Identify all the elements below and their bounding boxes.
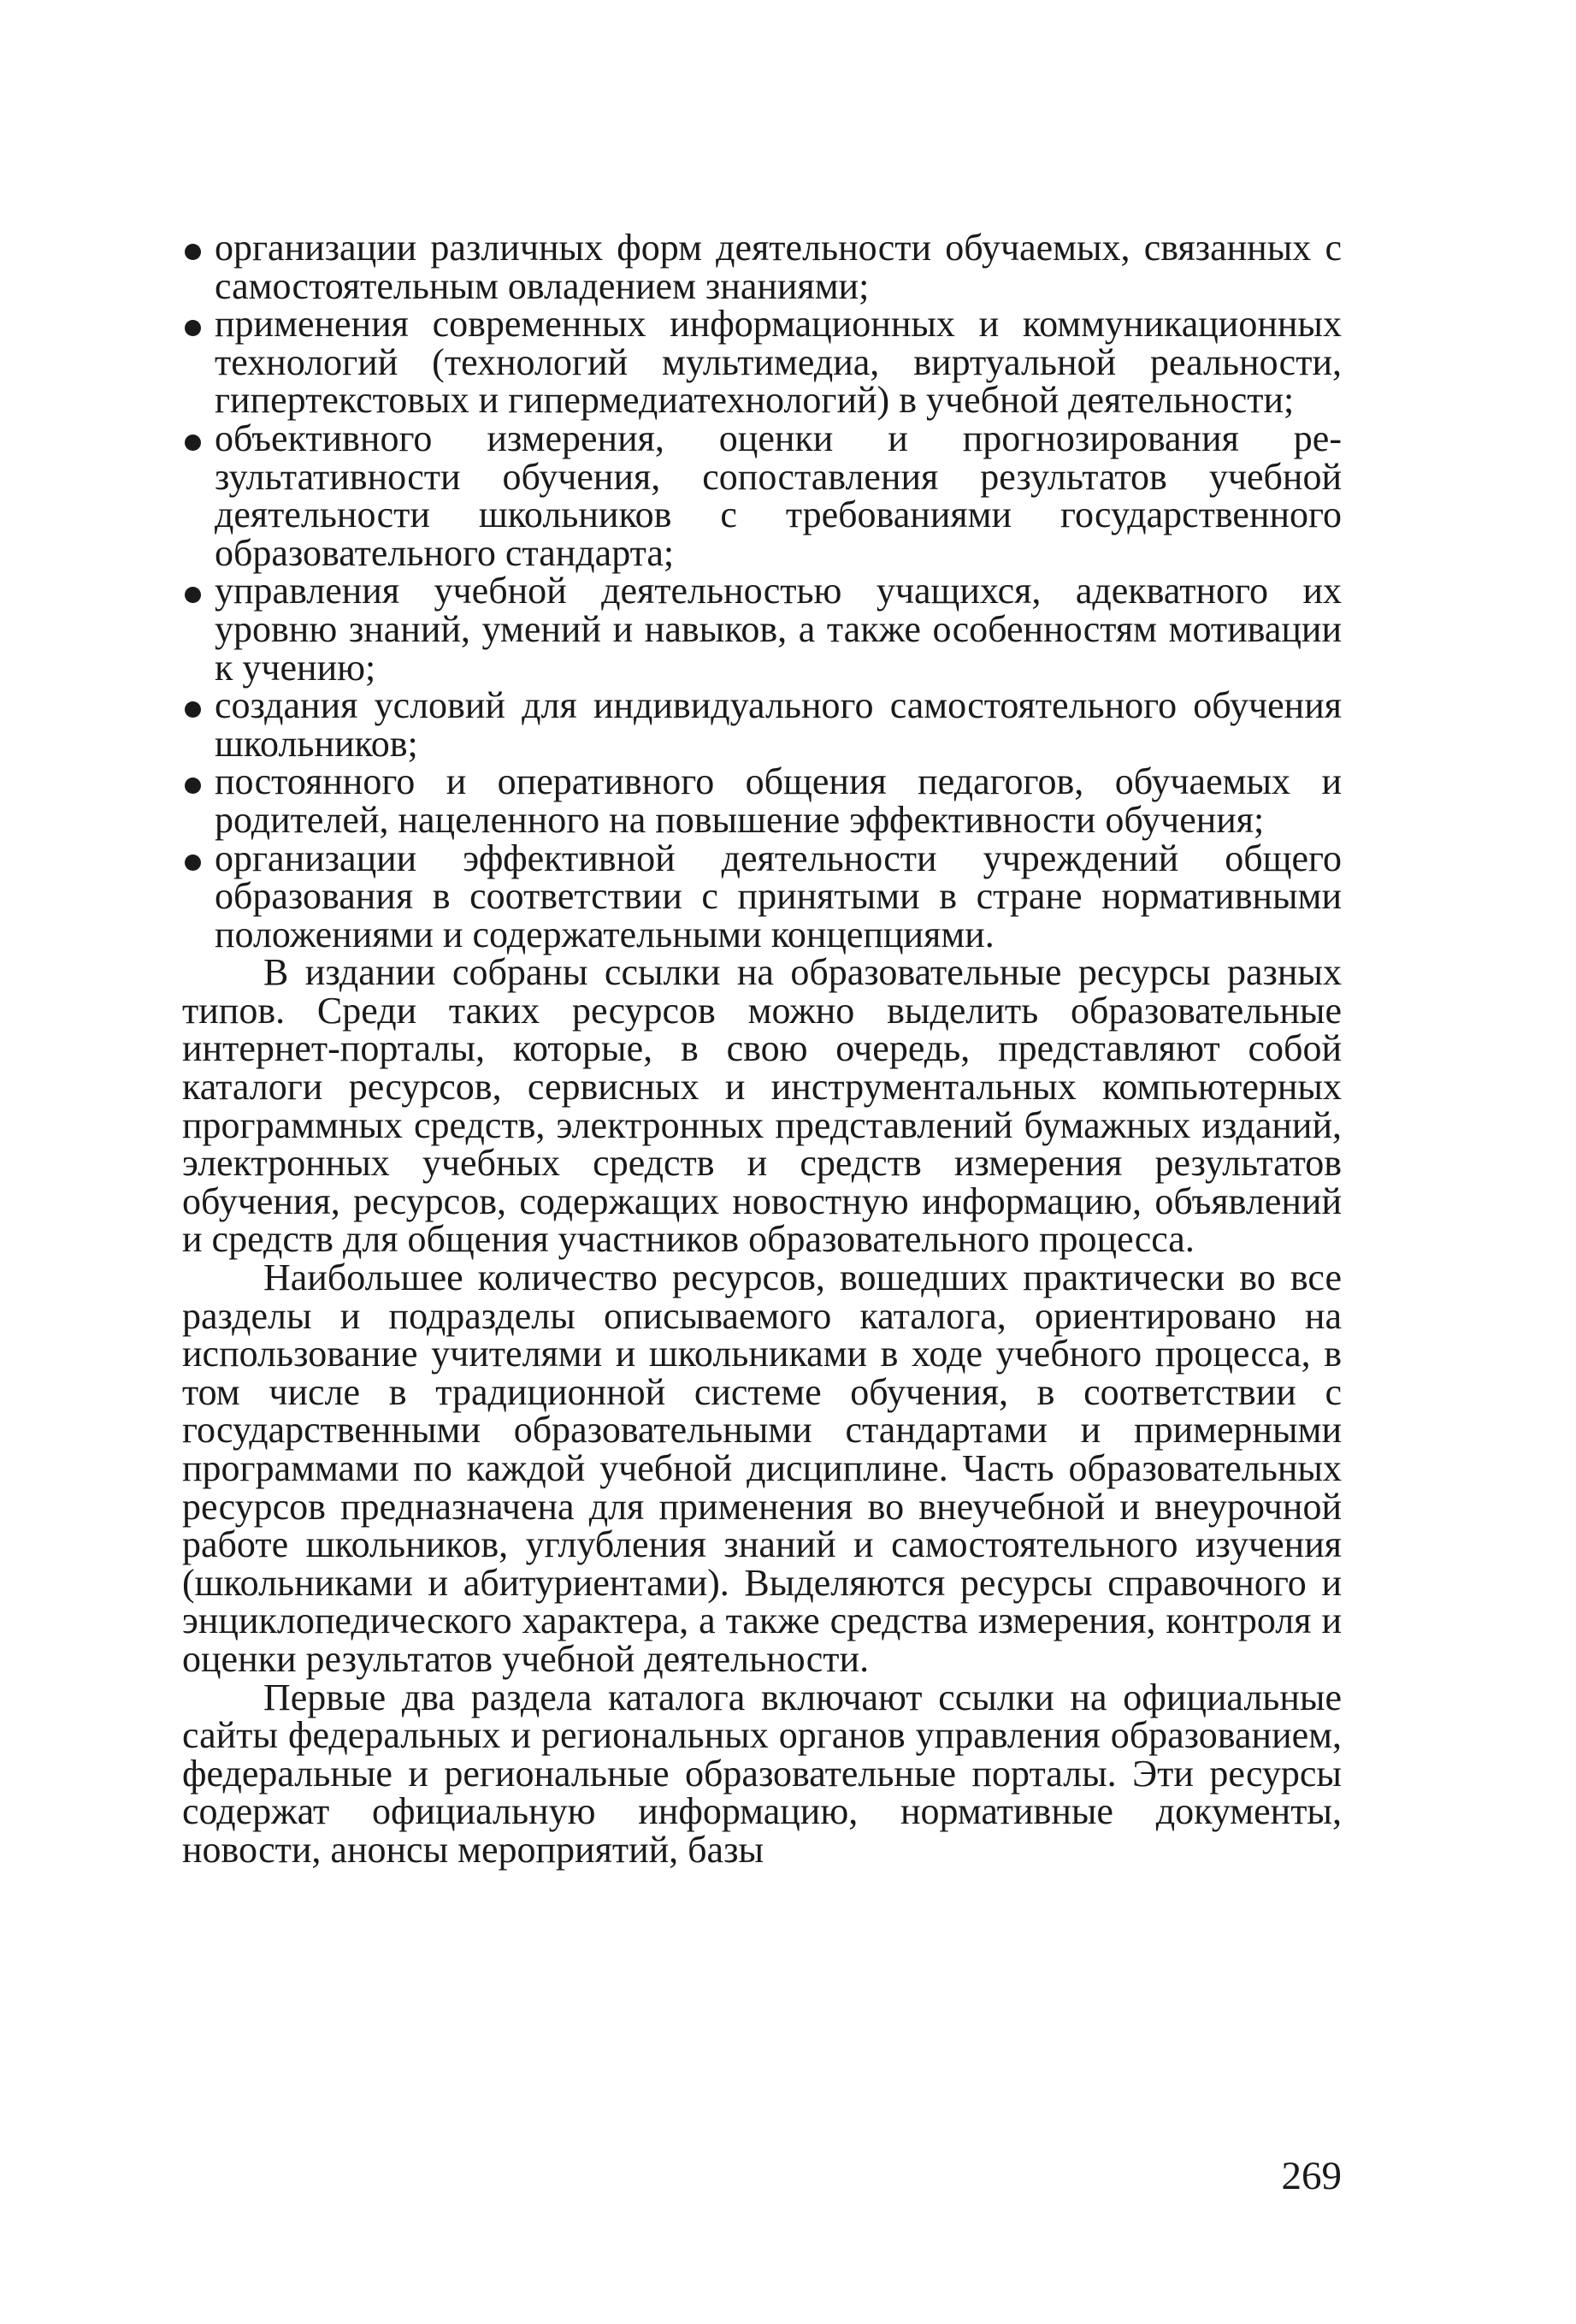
list-item-text: организации различных форм деятельности обучаемых, связанных с самостоятельным овладением знаниями; <box>215 227 1342 307</box>
paragraph: В издании собраны ссылки на образовательные ресурсы разных типов. Среди таких ресурсов можно выделить образовательные интернет-порталы, которые, в свою очередь, представляют собой каталоги ресурсов, сервисных и инструментальных компьютерных программных средств, электронных представлений бумажных изданий, электронных учебных средств и средств измерения результатов обучения, ресурсов, содержащих новостную информацию, объявлений и средств для общения участников образовательного процесса. <box>182 951 1342 1261</box>
paragraph: Наибольшее количество ресурсов, вошедших практически во все разделы и подразделы описываемого каталога, ориентировано на использование учителями и школьниками в ходе учебного процесса, в том числе в традиционной системе обучения, в соответствии с государственными образовательными стандартами и примерными программами по каждой учебной дисциплине. Часть образовательных ресурсов предназначена для применения во внеучебной и внеурочной работе школьников, углубления знаний и самостоятельного изучения (школьниками и абитуриентами). Выделяются ресурсы справочного и энциклопедического характера, а также средства измерения, контроля и оценки результатов учебной деятельности. <box>182 1257 1342 1680</box>
list-item-text: создания условий для индивидуального самостоятельного обучения школьников; <box>215 684 1342 765</box>
list-item-text: применения современных информационных и коммуникационных технологий (технологий мультимедиа, виртуальной реальности, гипертекстовых и гипермедиатехнологий) в учебной деятельности; <box>215 303 1342 422</box>
list-item <box>182 837 1342 955</box>
list-item <box>182 229 1342 305</box>
bullet-icon <box>185 435 201 451</box>
bullet-icon <box>185 854 201 871</box>
list-item <box>182 684 1342 765</box>
bullet-icon <box>185 778 201 794</box>
list-item <box>182 305 1342 420</box>
paragraph: Первые два раздела каталога включают ссылки на официальные сайты федеральных и региональных органов управления образованием, федеральные и региональные образовательные порталы. Эти ресурсы содержат официальную информацию, нормативные документы, новости, анонсы мероприятий, базы <box>182 1676 1342 1871</box>
list-item-text: постоянного и оперативного общения педагогов, обучаемых и родителей, нацеленного на повышение эффективности обучения; <box>215 760 1342 841</box>
bullet-icon <box>185 320 201 336</box>
bullet-icon <box>185 244 201 260</box>
bullet-icon <box>185 701 201 718</box>
bullet-icon <box>185 587 201 603</box>
list-item <box>182 417 1342 574</box>
list-item-text: организации эффективной деятельности учреждений общего образования в соответствии с принятыми в стране нормативными положениями и содержательными концепциями. <box>215 837 1342 955</box>
page-number: 269 <box>1281 2154 1342 2198</box>
page-body <box>182 229 1342 1870</box>
bullet-list <box>182 229 1342 954</box>
list-item-text: управления учебной деятельностью учащихся, адекватного их уровню знаний, умений и навыков, а также особенностям мотивации к учению; <box>215 570 1342 689</box>
list-item <box>182 760 1342 841</box>
list-item-text: объективного измерения, оценки и прогнозирования результативности обучения, сопоставления результатов учебной деятельности школьников с требованиями государственного образовательного стандарта; <box>215 417 1342 574</box>
list-item <box>182 572 1342 687</box>
